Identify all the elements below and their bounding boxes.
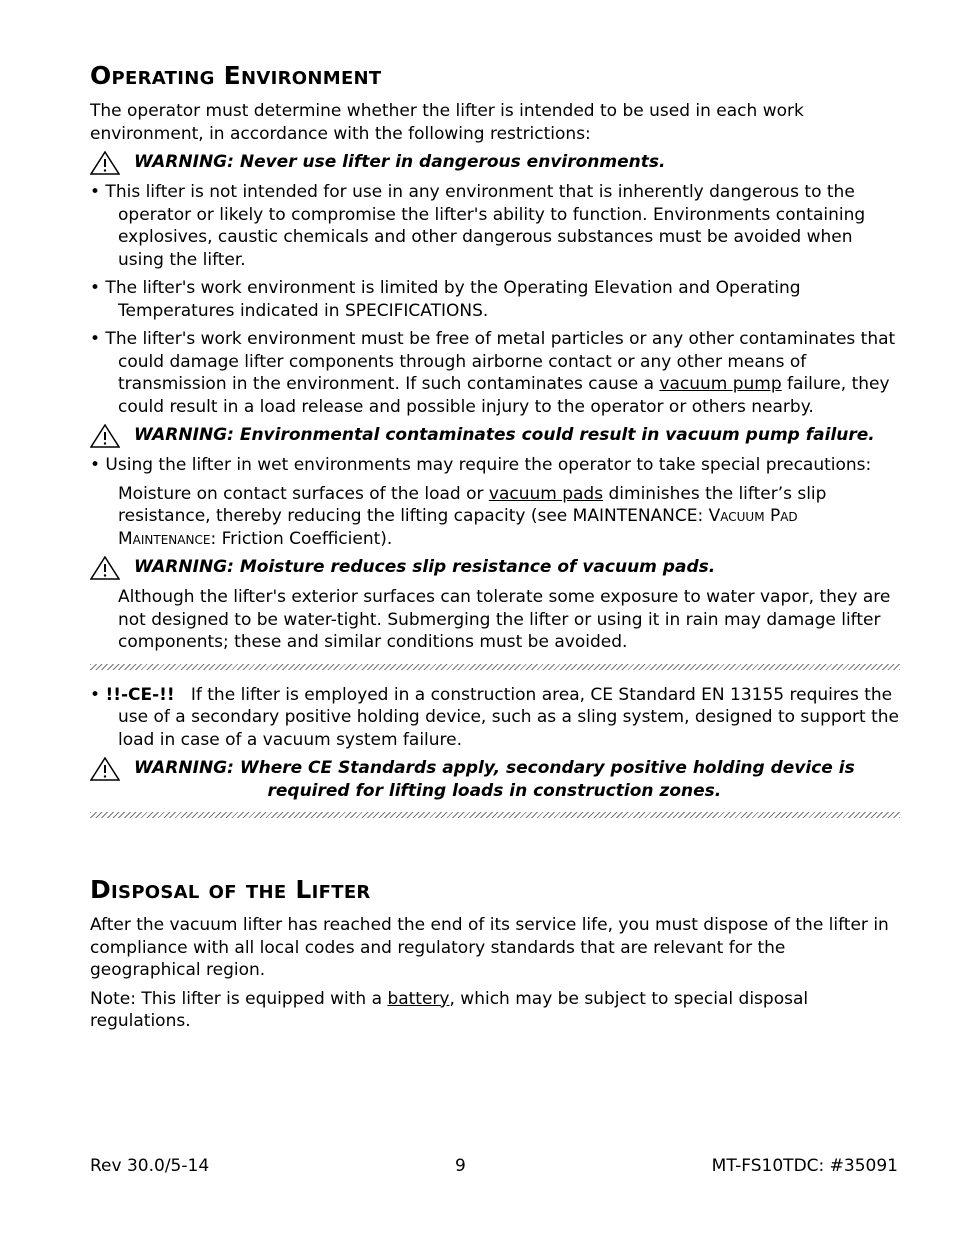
section-title-operating-environment: Operating Environment	[90, 61, 382, 90]
warning-moisture	[90, 556, 900, 580]
warning-line-1: WARNING: Where CE Standards apply, secondary positive holding device is	[134, 758, 855, 778]
battery-note	[90, 988, 900, 1033]
warning-text: WARNING: Never use lifter in dangerous environments.	[134, 152, 666, 172]
vacuum-pump-link[interactable]: vacuum pump	[659, 374, 782, 394]
warning-text	[134, 757, 855, 802]
warning-triangle-icon	[90, 556, 120, 580]
para-text: Moisture on contact surfaces of the load or	[118, 483, 489, 504]
para-text: : Friction Coefficient).	[210, 528, 393, 549]
bullet-mark: •	[90, 684, 106, 705]
bullet-text: If the lifter is employed in a construction area, CE Standard EN 13155 requires the use of a secondary positive holding device, such as a sling system, designed to support the load in case of a vacuum system failure.	[118, 684, 905, 750]
page-number: 9	[454, 1156, 466, 1176]
bullet-ce	[90, 684, 905, 752]
warning-text: WARNING: Moisture reduces slip resistance of vacuum pads.	[134, 557, 716, 577]
vacuum-pads-link[interactable]: vacuum pads	[488, 483, 604, 504]
bullet-text: • The lifter's work environment must be free of metal particles or any other contaminates that could damage lifter components through airborne contact or any other means of transmission in the environment. If such contaminates cause a	[90, 329, 896, 394]
warning-triangle-icon	[90, 424, 120, 448]
bullet-dangerous: • This lifter is not intended for use in any environment that is inherently dangerous to the operator or likely to compromise the lifter's ability to function. Environments containing explosives, caustic chemicals and other dangerous substances must be avoided when using the lifter.	[90, 182, 866, 270]
small-caps-ref: Vacuum Pad Maintenance	[118, 506, 798, 549]
intro-paragraph: The operator must determine whether the lifter is intended to be used in each work environment, in accordance with the following restrictions:	[90, 101, 804, 144]
warning-dangerous-environments	[90, 151, 900, 175]
bullet-elevation: • The lifter's work environment is limited by the Operating Elevation and Operating Temperatures indicated in SPECIFICATIONS.	[90, 278, 801, 321]
warning-contaminates	[90, 424, 900, 448]
document-id: MT-FS10TDC: #35091	[711, 1156, 898, 1176]
note-text: , which may be subject to special disposal regulations.	[90, 988, 809, 1031]
revision-label: Rev 30.0/5-14	[90, 1156, 210, 1176]
bullet-text: failure, they could result in a load release and possible injury to the operator or others nearby.	[118, 374, 890, 417]
bullet-wet: • Using the lifter in wet environments may require the operator to take special precautions:	[90, 455, 872, 475]
ce-label: !!-CE-!!	[105, 684, 175, 705]
warning-ce	[90, 757, 900, 802]
page-content	[90, 58, 905, 1039]
warning-triangle-icon	[90, 151, 120, 175]
warning-line-2: required for lifting loads in construction zones.	[267, 780, 722, 801]
hatched-divider	[90, 812, 900, 818]
section-title-disposal: Disposal of the Lifter	[90, 875, 371, 904]
moisture-paragraph	[90, 483, 900, 551]
note-text: Note: This lifter is equipped with a	[90, 988, 388, 1009]
disposal-paragraph: After the vacuum lifter has reached the end of its service life, you must dispose of the lifter in compliance with all local codes and regulatory standards that are relevant for the geographical region.	[90, 915, 889, 980]
bullet-contaminates	[90, 328, 900, 418]
battery-link[interactable]: battery	[387, 988, 450, 1009]
para-text: diminishes the lifter’s slip resistance, thereby reducing the lifting capacity (see MAINTENANCE:	[118, 483, 827, 526]
exterior-paragraph: Although the lifter's exterior surfaces can tolerate some exposure to water vapor, they are not designed to be water-tight. Submerging the lifter or using it in rain may damage lifter components; these and similar conditions must be avoided.	[118, 587, 891, 652]
warning-triangle-icon	[90, 757, 120, 781]
page-footer	[90, 1156, 898, 1176]
hatched-divider	[90, 664, 900, 670]
warning-text: WARNING: Environmental contaminates could result in vacuum pump failure.	[134, 425, 875, 445]
